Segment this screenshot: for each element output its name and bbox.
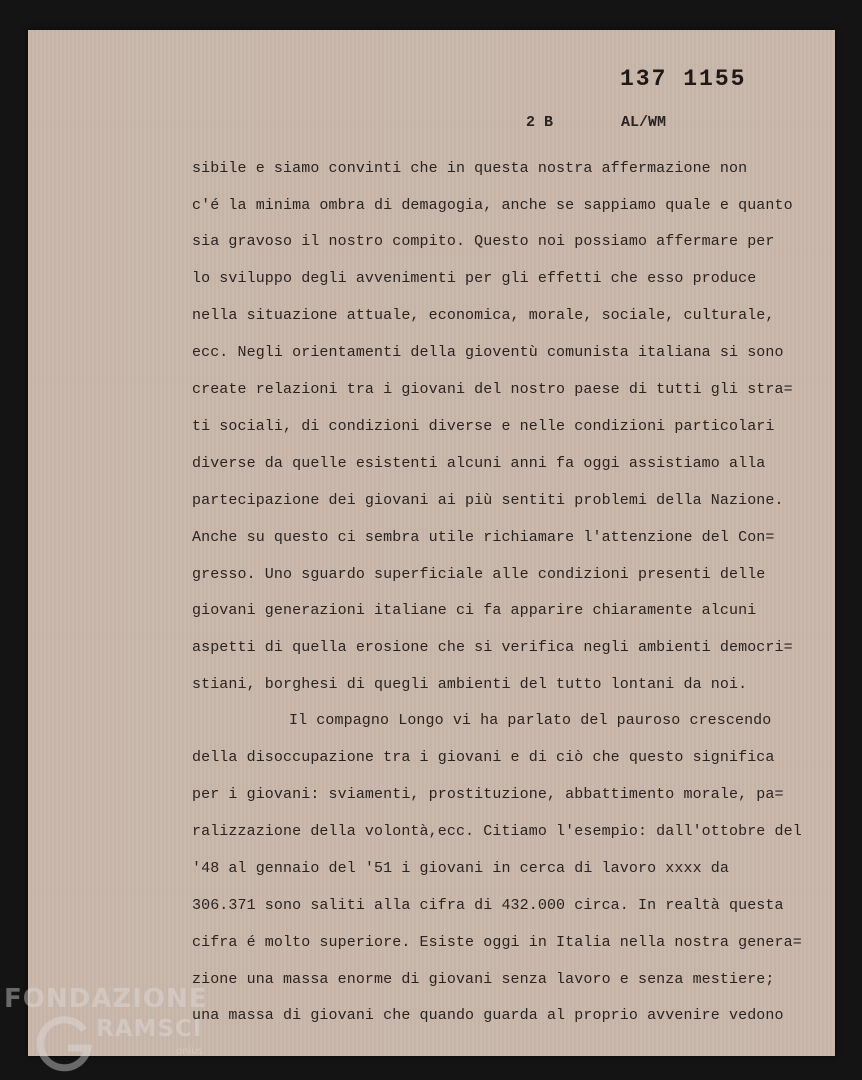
text-line: stiani, borghesi di quegli ambienti del tutto lontani da noi.: [192, 676, 748, 693]
gramsci-g-logo-icon: [34, 1010, 98, 1074]
text-line: per i giovani: sviamenti, prostituzione, abbattimento morale, pa=: [192, 786, 784, 803]
text-line: '48 al gennaio del '51 i giovani in cerca di lavoro xxxx da: [192, 860, 729, 877]
text-line: gresso. Uno sguardo superficiale alle condizioni presenti delle: [192, 566, 766, 583]
text-line: diverse da quelle esistenti alcuni anni fa oggi assistiamo alla: [192, 455, 766, 472]
text-line: lo sviluppo degli avvenimenti per gli effetti che esso produce: [192, 270, 757, 287]
watermark-sub: onlus: [176, 1046, 203, 1057]
text-line: Anche su questo ci sembra utile richiamare l'attenzione del Con=: [192, 529, 775, 546]
page-code: 2 B: [526, 114, 554, 131]
text-line: partecipazione dei giovani ai più sentiti problemi della Nazione.: [192, 492, 784, 509]
text-line: ti sociali, di condizioni diverse e nelle condizioni particolari: [192, 418, 775, 435]
watermark-line1: FONDAZIONE: [4, 984, 208, 1014]
text-line: della disoccupazione tra i giovani e di ciò che questo significa: [192, 749, 775, 766]
text-line: aspetti di quella erosione che si verifica negli ambienti democri=: [192, 639, 793, 656]
watermark-line2: RAMSCI: [96, 1016, 203, 1042]
text-line: nella situazione attuale, economica, morale, sociale, culturale,: [192, 307, 775, 324]
text-line: ecc. Negli orientamenti della gioventù comunista italiana si sono: [192, 344, 784, 361]
text-line: ralizzazione della volontà,ecc. Citiamo l'esempio: dall'ottobre del: [192, 823, 802, 840]
document-number: 137 1155: [620, 66, 747, 92]
typist-initials: AL/WM: [621, 114, 667, 131]
text-line: sibile e siamo convinti che in questa nostra affermazione non: [192, 160, 748, 177]
text-line: create relazioni tra i giovani del nostro paese di tutti gli stra=: [192, 381, 793, 398]
fondazione-gramsci-watermark: [4, 984, 224, 1080]
text-line: Il compagno Longo vi ha parlato del pauroso crescendo: [289, 712, 772, 729]
text-line: cifra é molto superiore. Esiste oggi in Italia nella nostra genera=: [192, 934, 802, 951]
text-line: 306.371 sono saliti alla cifra di 432.000 circa. In realtà questa: [192, 897, 784, 914]
text-line: c'é la minima ombra di demagogia, anche se sappiamo quale e quanto: [192, 197, 793, 214]
text-line: zione una massa enorme di giovani senza lavoro e senza mestiere;: [192, 971, 775, 988]
text-line: una massa di giovani che quando guarda al proprio avvenire vedono: [192, 1007, 784, 1024]
text-line: sia gravoso il nostro compito. Questo noi possiamo affermare per: [192, 233, 775, 250]
text-line: giovani generazioni italiane ci fa apparire chiaramente alcuni: [192, 602, 757, 619]
